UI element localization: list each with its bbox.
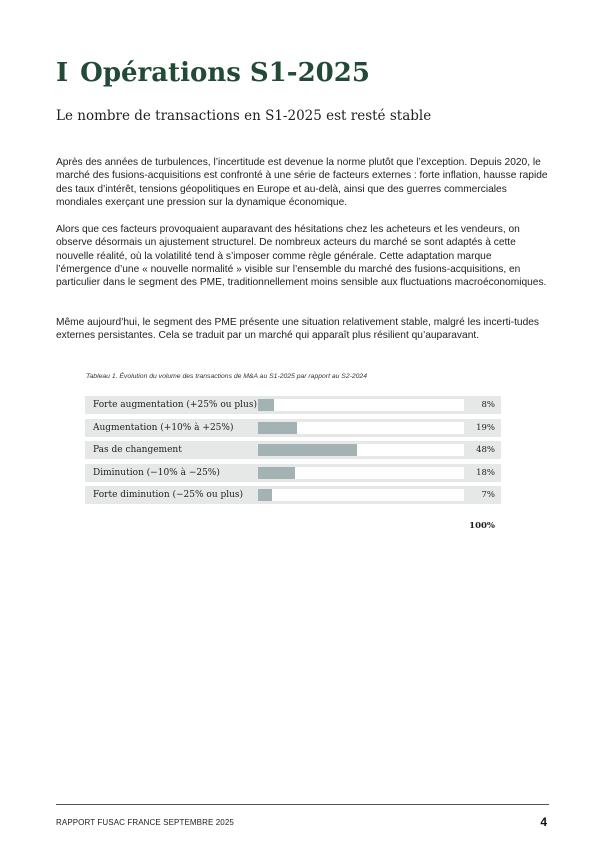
bar [258, 422, 297, 434]
table-caption: Tableau 1. Évolution du volume des transactions de M&A au S1-2025 par rapport au S2-2024 [86, 373, 367, 380]
chart-row [85, 486, 501, 504]
paragraph-1: Après des années de turbulences, l’incertitude est devenue la norme plutôt que l’exception. Depuis 2020, le marché des fusions-acquisitions est confronté à une série de facteurs externes : forte inflation, hausse rapide des taux d’intérêt, tensions géopolitiques en Europe et au-delà, ainsi que des guerres commerciales mondiales exerçant une pression sur la dynamique économique. [56, 157, 548, 208]
page-number: 4 [540, 815, 547, 829]
section-subtitle: Le nombre de transactions en S1-2025 est resté stable [56, 108, 432, 124]
category-label: Forte augmentation (+25% ou plus) [93, 400, 257, 410]
paragraph-2: Alors que ces facteurs provoquaient auparavant des hésitations chez les acheteurs et les vendeurs, on observe désormais un ajustement structurel. De nombreux acteurs du marché se sont adaptés à cette nouvelle réalité, où la volatilité tend à s’imposer comme règle générale. Cette adaptation marque l’émergence d’une « nouvelle normalité » visible sur l’ensemble du marché des fusions-acquisitions, en particulier dans le segment des PME, traditionnellement moins sensible aux fluctuations macroéconomiques. [56, 224, 547, 289]
section-number: I [56, 58, 69, 88]
section-title [56, 58, 370, 88]
footer-report-title: RAPPORT FUSAC FRANCE SEPTEMBRE 2025 [56, 818, 234, 827]
bar-track [258, 444, 464, 456]
value-label: 19% [476, 422, 495, 433]
bar-track [258, 422, 464, 434]
chart-row [85, 396, 501, 414]
bar [258, 467, 295, 479]
footer-divider [56, 804, 549, 805]
bar [258, 399, 274, 411]
category-label: Augmentation (+10% à +25%) [93, 422, 234, 433]
category-label: Diminution (−10% à −25%) [93, 467, 220, 478]
bar-track [258, 467, 464, 479]
category-label: Pas de changement [93, 445, 182, 455]
bar [258, 444, 357, 456]
chart-row [85, 464, 501, 482]
bar-track [258, 489, 464, 501]
category-label: Forte diminution (−25% ou plus) [93, 490, 244, 500]
bar-track [258, 399, 464, 411]
value-label: 8% [481, 400, 495, 410]
value-label: 7% [481, 490, 495, 500]
chart-row [85, 419, 501, 437]
chart-total: 100% [469, 521, 495, 531]
bar [258, 489, 272, 501]
value-label: 48% [476, 445, 495, 455]
chart-row [85, 441, 501, 459]
section-title-text: Opérations S1-2025 [80, 58, 370, 88]
value-label: 18% [476, 467, 495, 478]
transaction-volume-chart [85, 396, 501, 509]
paragraph-3: Même aujourd’hui, le segment des PME présente une situation relativement stable, malgré les incerti-tudes externes persistantes. Cela se traduit par un marché qui apparaît plus résilient qu’auparavant. [56, 317, 540, 342]
